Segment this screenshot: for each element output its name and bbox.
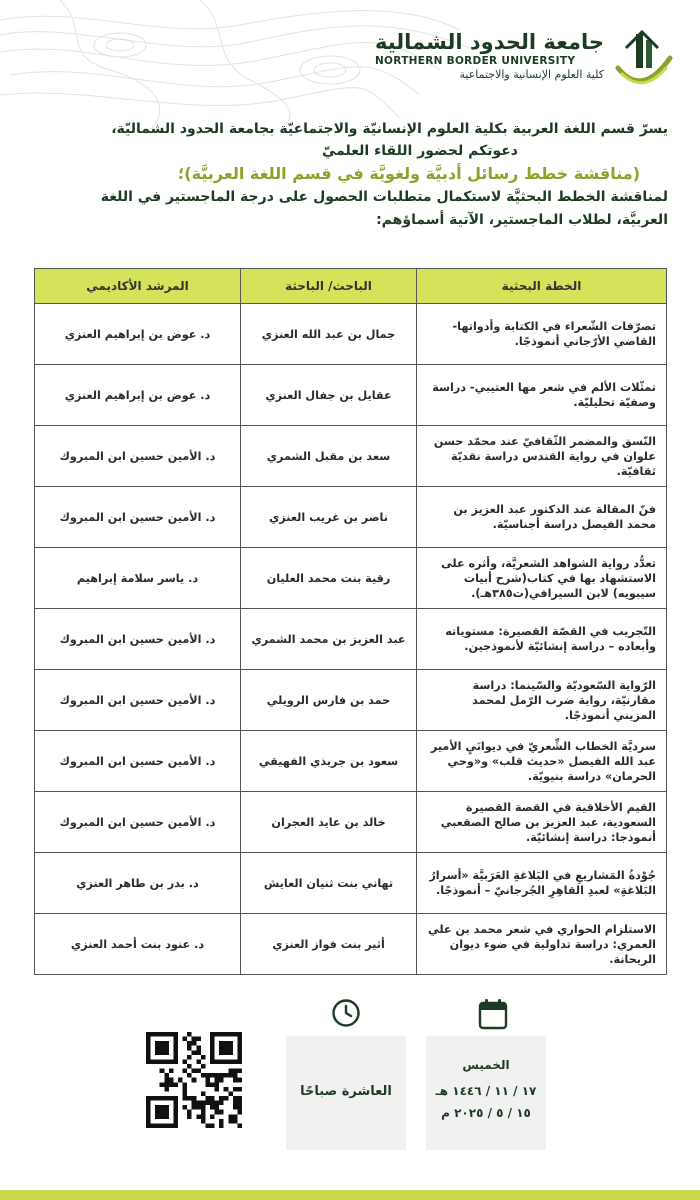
footer-accent-bar <box>0 1190 700 1200</box>
advisor-cell: د. الأمين حسين ابن المبروك <box>35 426 241 487</box>
researcher-cell: حمد بن فارس الرويلي <box>241 670 417 731</box>
plan-cell: النّسق والمضمر الثّقافيّ عند محمّد حسن علوان في رواية القندس دراسة نقديّة ثقافيّة. <box>417 426 667 487</box>
advisor-cell: د. ياسر سلامة إبراهيم <box>35 548 241 609</box>
header-plan: الخطة البحثية <box>417 269 667 304</box>
plan-cell: تصرّفات الشّعراء في الكتابة وأدواتها- القاضي الأرّجاني أنموذجًا. <box>417 304 667 365</box>
intro-line-5: العربيَّة، لطلاب الماجستير، الآتية أسماؤهم: <box>376 212 668 228</box>
intro-line-2: دعوتكم لحضور اللقاء العلميّ <box>322 143 518 159</box>
advisor-cell: د. الأمين حسين ابن المبروك <box>35 609 241 670</box>
researcher-cell: تهاني بنت ثنيان العايش <box>241 853 417 914</box>
advisor-cell: د. عوض بن إبراهيم العنزي <box>35 304 241 365</box>
plan-cell: سرديَّة الخطاب الشِّعريّ في ديوانَيِ الأمير عبد الله الفيصل «حديث قلب» و«وحي الحرمان» دراسة بنيويّة. <box>417 731 667 792</box>
table-row <box>35 914 667 975</box>
table-row <box>35 487 667 548</box>
table-row <box>35 609 667 670</box>
table-header-row <box>35 269 667 304</box>
plan-cell: تمثّلات الألم في شعر مها العتيبي- دراسة وصفيّة تحليليّة. <box>417 365 667 426</box>
plan-cell: تعدُّد رواية الشواهد الشعريَّة، وأثره على الاستشهاد بها في كتاب(شرح أبيات سيبويه) لابن السيرافي(ت٣٨٥هـ). <box>417 548 667 609</box>
clock-icon <box>331 998 361 1028</box>
date-gregorian: ١٥ / ٥ / ٢٠٢٥ م <box>441 1106 531 1120</box>
intro-line-4: لمناقشة الخطط البحثيَّة لاستكمال متطلبات الحصول على درجة الماجستير في اللغة <box>100 189 668 205</box>
table-row <box>35 365 667 426</box>
date-hijri: ١٧ / ١١ / ١٤٤٦ هـ <box>435 1084 537 1098</box>
table-row <box>35 853 667 914</box>
plan-cell: الاستلزام الحواري في شعر محمد بن علي العمري: دراسة تداولية في ضوء ديوان الريحانة. <box>417 914 667 975</box>
plan-cell: فنّ المقالة عند الدكتور عبد العزيز بن محمد الفيصل دراسة أجناسيّة. <box>417 487 667 548</box>
researcher-cell: سعود بن جريذي الفهيقي <box>241 731 417 792</box>
faculty-name: كلية العلوم الإنسانية والاجتماعية <box>459 68 604 81</box>
researcher-cell: عبد العزيز بن محمد الشمري <box>241 609 417 670</box>
table-row <box>35 304 667 365</box>
researcher-cell: أثير بنت فواز العنزي <box>241 914 417 975</box>
header-researcher: الباحث/ الباحثة <box>241 269 417 304</box>
table-row <box>35 731 667 792</box>
invitation-text <box>28 118 668 232</box>
table-row <box>35 548 667 609</box>
researcher-cell: عقايل بن جفال العنزي <box>241 365 417 426</box>
advisor-cell: د. الأمين حسين ابن المبروك <box>35 670 241 731</box>
university-logo <box>374 22 674 102</box>
advisor-cell: د. عنود بنت أحمد العنزي <box>35 914 241 975</box>
advisor-cell: د. الأمين حسين ابن المبروك <box>35 792 241 853</box>
qr-code-icon[interactable] <box>146 1032 242 1128</box>
event-title: (مناقشة خطط رسائل أدبيَّة ولغويَّة في قسم اللغة العربيَّة)؛ <box>177 164 640 183</box>
researcher-cell: ناصر بن غريب العنزي <box>241 487 417 548</box>
researcher-cell: خالد بن عايد العجران <box>241 792 417 853</box>
advisor-cell: د. بدر بن طاهر العنزي <box>35 853 241 914</box>
date-box <box>426 1036 546 1150</box>
calendar-icon <box>478 998 508 1030</box>
researcher-cell: جمال بن عبد الله العنزي <box>241 304 417 365</box>
intro-line-1: يسرّ قسم اللغة العربية بكلية العلوم الإنسانيّة والاجتماعيّة بجامعة الحدود الشماليّة، <box>111 121 668 137</box>
event-day: الخميس <box>462 1058 510 1072</box>
header-advisor: المرشد الأكاديمي <box>35 269 241 304</box>
plan-cell: الرّواية السّعوديّة والسّينما: دراسة مقارنيّة، رواية ضرب الرّمل لمحمد المزيني أنموذجًا. <box>417 670 667 731</box>
researcher-cell: سعد بن مقبل الشمري <box>241 426 417 487</box>
university-name-ar: جامعة الحدود الشمالية <box>374 30 604 54</box>
advisor-cell: د. الأمين حسين ابن المبروك <box>35 487 241 548</box>
table-row <box>35 670 667 731</box>
university-logo-icon <box>612 28 674 94</box>
advisor-cell: د. عوض بن إبراهيم العنزي <box>35 365 241 426</box>
time-box <box>286 1036 406 1150</box>
table-row <box>35 792 667 853</box>
advisor-cell: د. الأمين حسين ابن المبروك <box>35 731 241 792</box>
event-time: العاشرة صباحًا <box>300 1084 392 1099</box>
plan-cell: التّجريب في القصّة القصيرة: مستوياته وأبعاده – دراسة إنشائيّة لأنموذجين. <box>417 609 667 670</box>
university-name-en: NORTHERN BORDER UNIVERSITY <box>374 55 576 67</box>
researcher-cell: رقية بنت محمد العليان <box>241 548 417 609</box>
plan-cell: القيم الأخلاقية في القصة القصيرة السعودية، عبد العزيز بن صالح الصقعبي أنموذجا: دراسة إنشائيّة. <box>417 792 667 853</box>
table-row <box>35 426 667 487</box>
plan-cell: جُوْدةُ المَشاريعِ في البَلاغةِ العَرَبيَّة «أسرارُ البَلاغةِ» لعبدِ القاهِرِ الجُرجانيّ – أنموذجًا. <box>417 853 667 914</box>
research-plans-table <box>34 268 667 975</box>
